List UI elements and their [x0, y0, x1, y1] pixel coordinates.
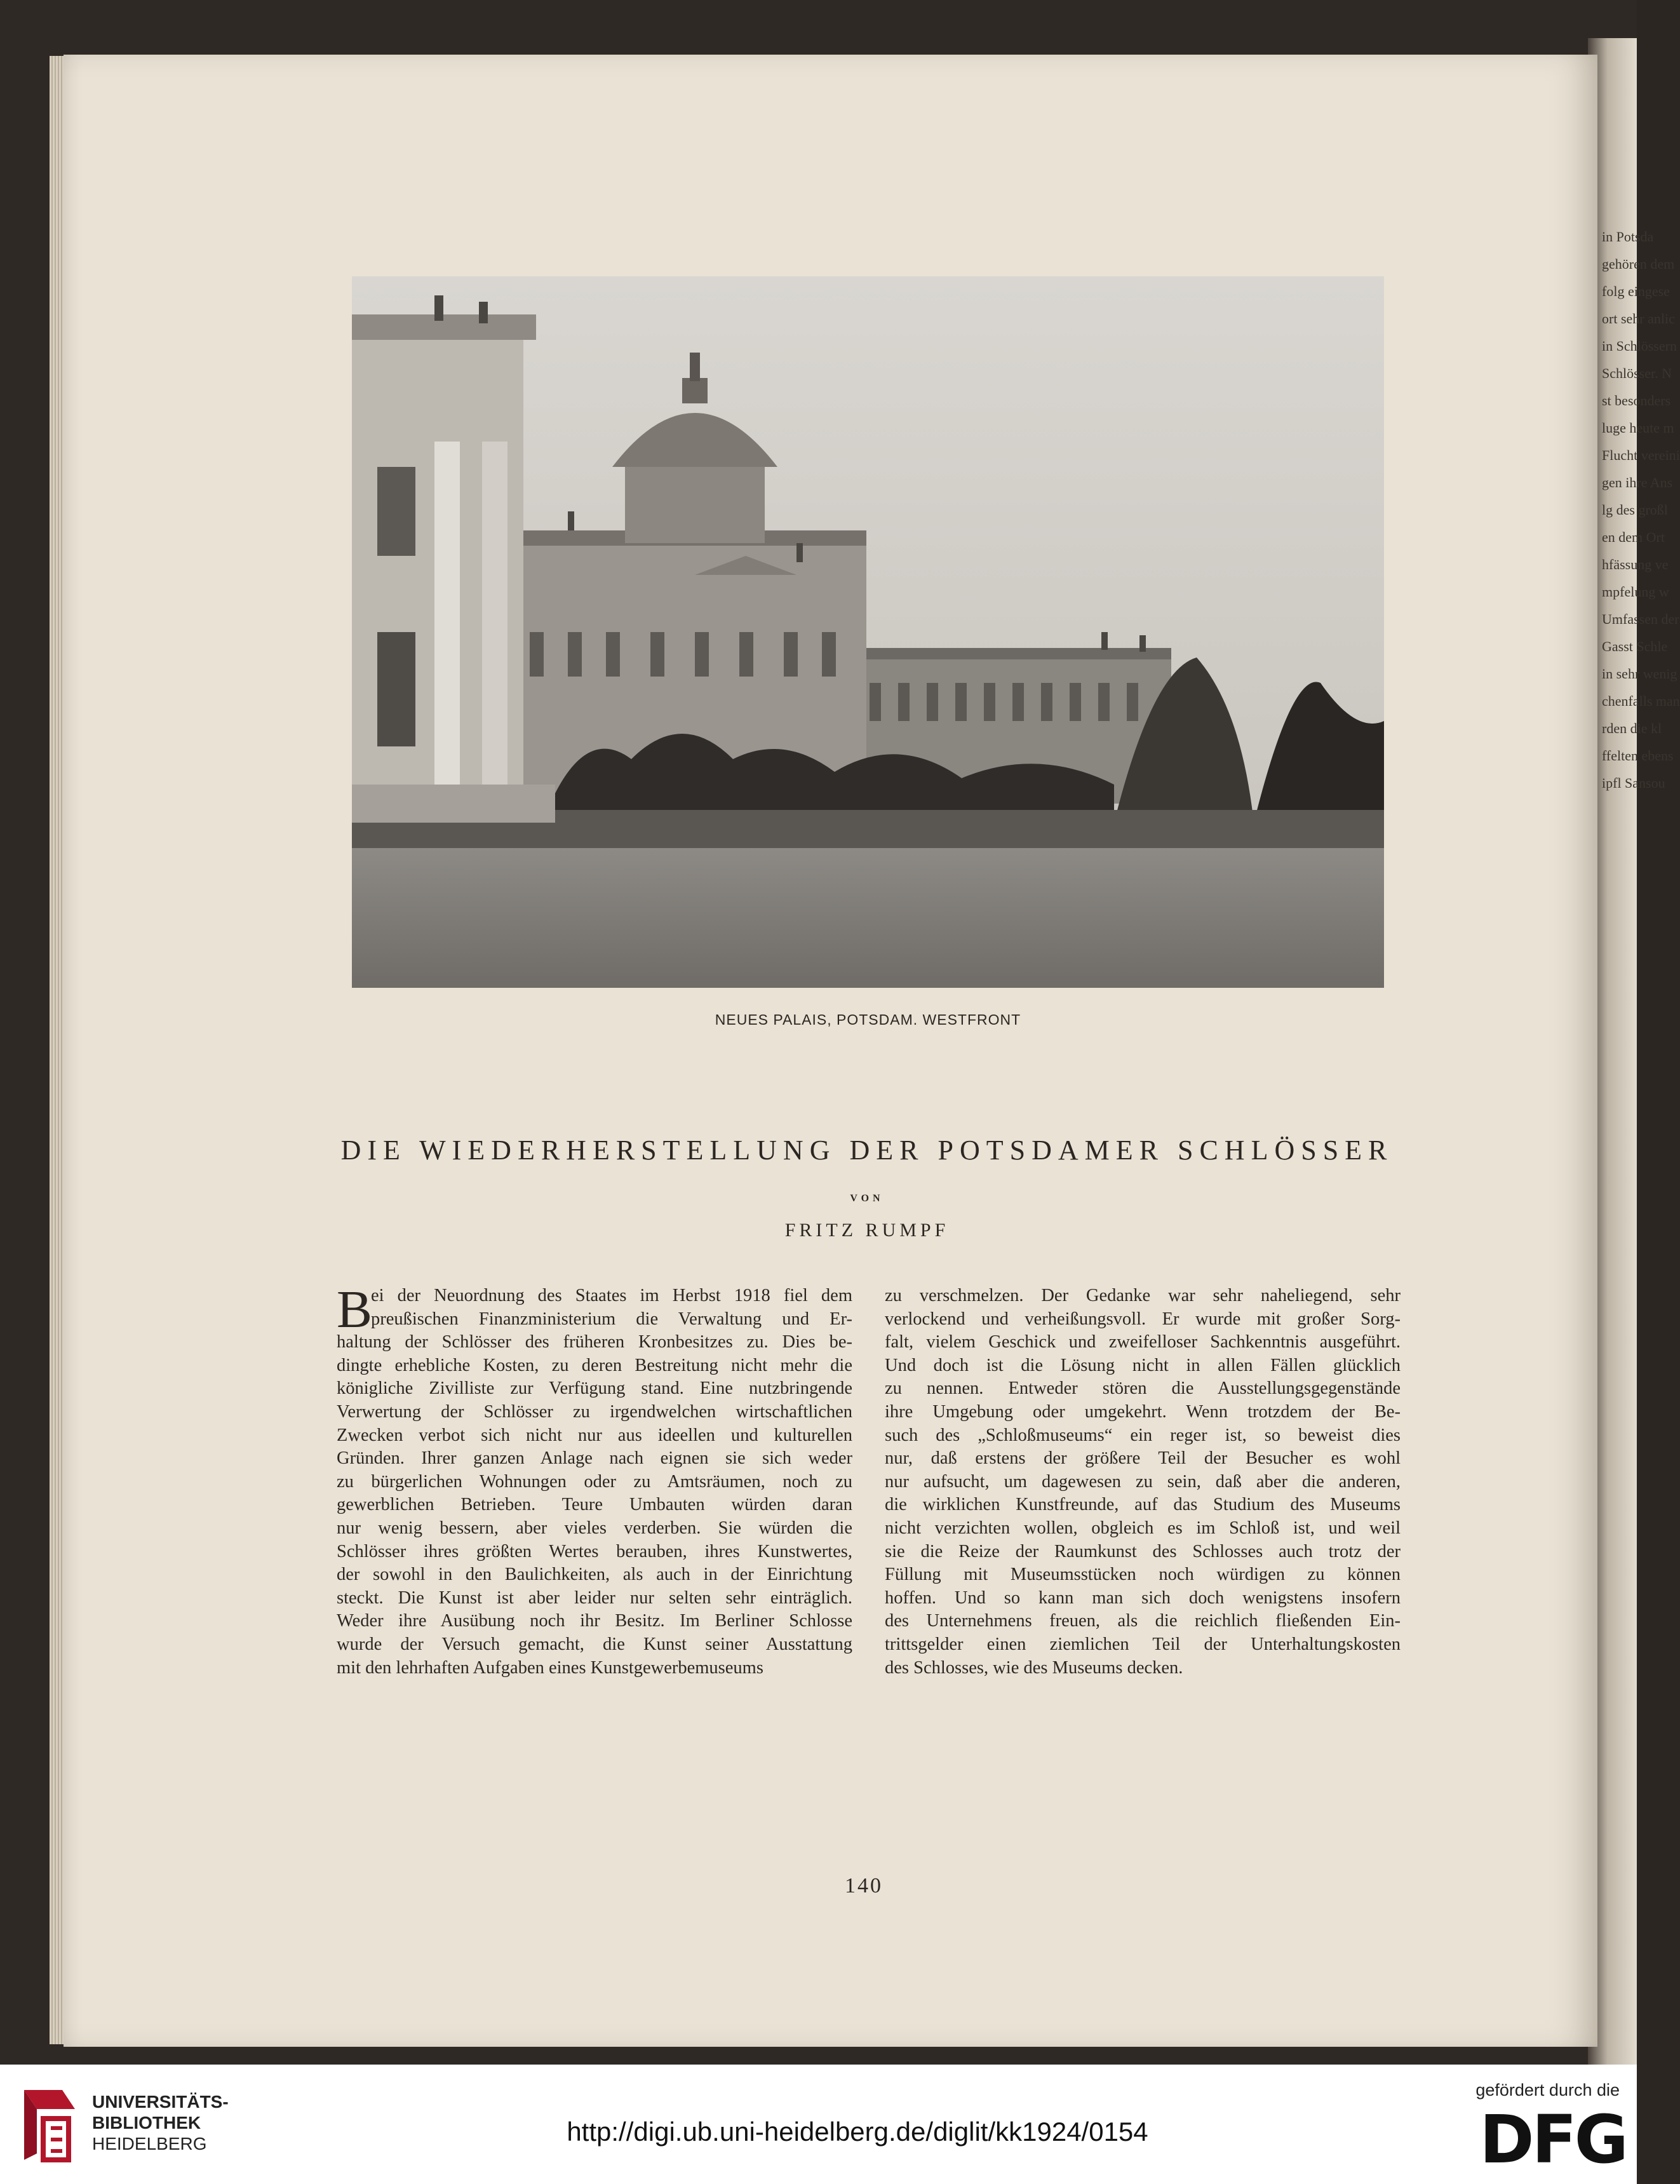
byline-von: VON	[850, 1193, 884, 1204]
text-line: ihre Umgebung oder umgekehrt. Wenn trotzdem der Be-	[885, 1401, 1401, 1422]
facing-page-text-fragment: gen ihre Ans	[1602, 475, 1673, 490]
article-title: DIE WIEDERHERSTELLUNG DER POTSDAMER SCHLÖSSER	[340, 1135, 1394, 1166]
facing-page-text-fragment: Gasst Schle	[1602, 638, 1668, 654]
facing-page-text-fragment: ort sehr anlic	[1602, 311, 1675, 327]
facing-page-text-fragment: ffelten ebens	[1602, 748, 1674, 764]
text-line: Weder ihre Ausübung noch ihr Besitz. Im Berliner Schlosse	[337, 1611, 852, 1631]
text-line: zu bürgerlichen Wohnungen oder zu Amtsräumen, noch zu	[337, 1471, 852, 1492]
photo-caption: NEUES PALAIS, POTSDAM. WESTFRONT	[715, 1011, 1021, 1028]
text-line: die wirklichen Kunstfreunde, auf das Studium des Museums	[885, 1495, 1401, 1515]
text-line: preußischen Finanzministerium die Verwaltung und Er-	[371, 1309, 852, 1329]
text-line: gewerblichen Betrieben. Teure Umbauten würden daran	[337, 1495, 852, 1515]
neues-palais-image	[352, 276, 1384, 988]
text-line: falt, vielem Geschick und zweifelloser Sachkenntnis ausgeführt.	[885, 1332, 1401, 1352]
permalink-url[interactable]: http://digi.ub.uni-heidelberg.de/diglit/kk1924/0154	[567, 2117, 1148, 2147]
text-line: mit den lehrhaften Aufgaben eines Kunstgewerbemuseums	[337, 1657, 763, 1678]
drop-cap: B	[337, 1280, 373, 1339]
text-line: dingte erhebliche Kosten, zu deren Bestreitung nicht mehr die	[337, 1355, 852, 1375]
facing-page-text-fragment: in Schlössern	[1602, 338, 1677, 354]
text-line: des Unternehmens freuen, als die reichlich fließenden Ein-	[885, 1611, 1401, 1631]
institution-line: BIBLIOTHEK	[92, 2113, 201, 2133]
text-line: verlockend und verheißungsvoll. Er wurde mit großer Sorg-	[885, 1309, 1401, 1329]
university-library-logo	[18, 2084, 81, 2166]
text-line: nur wenig bessern, aber vieles verderben. Sie würden die	[337, 1518, 852, 1538]
text-line: Schlösser ihres größten Wertes berauben, ihres Kunstwertes,	[337, 1541, 852, 1561]
text-line: sie die Reize der Raumkunst des Schlosses auch trotz der	[885, 1541, 1401, 1561]
text-line: hoffen. Und so kann man sich doch wenigstens insofern	[885, 1587, 1401, 1608]
facing-page-text-fragment: mpfelung w	[1602, 584, 1669, 600]
facing-page-text-fragment: en dem Ort	[1602, 529, 1665, 545]
dfg-logo: DFG	[1479, 2101, 1626, 2178]
text-line: nur aufsucht, um dagewesen zu sein, daß aber die anderen,	[885, 1471, 1401, 1492]
text-line: der sowohl in den Baulichkeiten, als auch in der Einrichtung	[337, 1565, 852, 1585]
author-name: FRITZ RUMPF	[784, 1220, 950, 1241]
text-line: Verwertung der Schlösser zu irgendwelchen wirtschaftlichen	[337, 1401, 852, 1422]
text-line: haltung der Schlösser des früheren Kronbesitzes zu. Dies be-	[337, 1332, 852, 1352]
text-line: trittsgelder einen ziemlichen Teil der Unterhaltungskosten	[885, 1634, 1401, 1654]
facing-page-text-fragment: luge heute m	[1602, 420, 1674, 436]
page-number: 140	[845, 1874, 883, 1898]
facing-page-text-fragment: Schlösser. N	[1602, 365, 1672, 381]
text-line: ei der Neuordnung des Staates im Herbst 1918 fiel dem	[371, 1286, 852, 1305]
facing-page-text-fragment: Flucht vereini	[1602, 447, 1680, 463]
text-line: zu nennen. Entweder stören die Ausstellungsgegenstände	[885, 1378, 1401, 1399]
text-line: nicht verzichten wollen, obgleich es im Schloß ist, und weil	[885, 1518, 1401, 1538]
facing-page-text-fragment: gehören dem	[1602, 256, 1675, 272]
footer-bar	[0, 2065, 1637, 2184]
text-line: nur, daß erstens der größere Teil der Besucher es wohl	[885, 1448, 1401, 1469]
facing-page-text-fragment: ipfl Sansou	[1602, 775, 1665, 791]
facing-page-text-fragment: Umfassen der	[1602, 611, 1679, 627]
text-line: wurde der Versuch gemacht, die Kunst seiner Ausstattung	[337, 1634, 852, 1654]
facing-page-text-fragment: rden die kl	[1602, 720, 1662, 736]
text-line: zu verschmelzen. Der Gedanke war sehr naheliegend, sehr	[885, 1286, 1401, 1305]
facing-page-text-fragment: st besonders	[1602, 393, 1671, 408]
facing-page-text-fragment: in Potsda	[1602, 229, 1654, 245]
institution-line: HEIDELBERG	[92, 2134, 207, 2154]
institution-name	[92, 2091, 229, 2154]
text-line: Gründen. Ihrer ganzen Anlage nach eignen sie sich weder	[337, 1448, 852, 1469]
text-line: steckt. Die Kunst ist aber leider nur selten sehr einträglich.	[337, 1587, 852, 1608]
right-text-column	[885, 1284, 1401, 1680]
facing-page-text-fragment: chenfalls man	[1602, 693, 1680, 709]
left-text-column	[337, 1280, 852, 1680]
text-line: Zwecken verbot sich nicht nur aus ideellen und kulturellen	[337, 1425, 852, 1445]
text-line: königliche Zivilliste zur Verfügung stand. Eine nutzbringende	[337, 1378, 852, 1399]
institution-line: UNIVERSITÄTS-	[92, 2092, 229, 2112]
facing-page-text-fragment: in sehr wenig	[1602, 666, 1677, 682]
facing-page-text-fragment: hfässung ve	[1602, 556, 1669, 572]
text-line: des Schlosses, wie des Museums decken.	[885, 1657, 1183, 1678]
text-line: Und doch ist die Lösung nicht in allen Fällen glücklich	[885, 1355, 1401, 1375]
funding-label: gefördert durch die	[1475, 2080, 1620, 2100]
facing-page-text-fragment: lg des großl	[1602, 502, 1668, 518]
facing-page-text-fragment: folg eingese	[1602, 283, 1670, 299]
text-line: such des „Schloßmuseums“ ein reger ist, so beweist dies	[885, 1425, 1401, 1445]
palace-photograph	[352, 276, 1384, 988]
text-line: Füllung mit Museumsstücken noch würdigen zu können	[885, 1565, 1401, 1585]
